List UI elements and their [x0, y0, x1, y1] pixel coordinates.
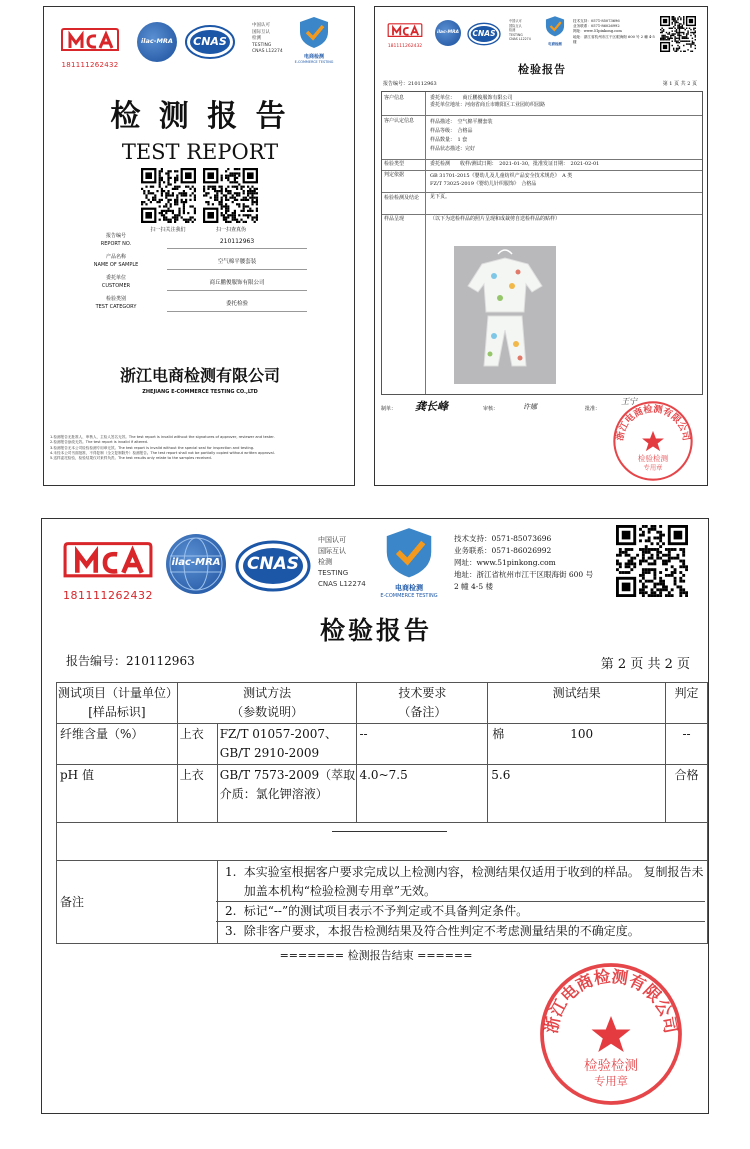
cnas-logo: CNAS [185, 24, 235, 60]
row-judgement: -- [666, 724, 708, 765]
table-row [57, 724, 708, 765]
cma-logo [60, 26, 120, 69]
cover-fields [72, 233, 342, 317]
row-part: 上衣 [177, 765, 217, 823]
contact-info: 技术支持：0571-85073696 业务联系：0571-86026992 网址：www.51pinkong.com 地址：浙江省杭州市江干区眼海街 600 号 2 幢 4-5 楼 [454, 534, 594, 591]
contact-info: 技术支持：0571-85073696 业务联系：0571-86026992 网址：www.51pinkong.com 地址：浙江省杭州市江干区眼海街 600 号 2 幢 4-5 楼 [573, 19, 655, 44]
row-item: pH 值 [57, 765, 178, 823]
seal-star [592, 1016, 631, 1052]
header-method: 测试方法 （参数说明） [177, 683, 357, 724]
row-method: FZ/T 01057-2007、GB/T 2910-2009 [217, 724, 357, 765]
seal-inner-line1: 检验检测 [637, 454, 669, 464]
cma-number: 181111262432 [61, 61, 119, 69]
notes-content: 1. 本实验室根据客户要求完成以上检测内容，检测结果仅适用于收到的样品。 复制报告未加盖本机构“检验检测专用章”无效。 2. 标记“--”的测试项目表示不予判定或不具备判定条件。 3. 除非客户要求，本报告检测结果及符合性判定不考虑测量结果的不确定度。 [217, 861, 707, 944]
cover-page [43, 6, 355, 486]
seal-inner-line2: 专用章 [594, 1075, 628, 1088]
row-requirement: 4.0~7.5 [357, 765, 488, 823]
results-header-row [57, 683, 708, 724]
qr-caption-right: 扫一扫查真伪 [215, 227, 246, 233]
ilac-logo: ilac-MRA [166, 534, 226, 594]
row-result: 5.6 [488, 765, 666, 823]
cover-company-cn: 浙江电商检测有限公司 [119, 366, 280, 385]
cnas-logo: CNAS [467, 22, 501, 46]
cover-fine-print: 1.检测报告无批准人、审核人、主检人签名无效。The test report is invalid without the signatures of approver, reviewer and tester. 2.检测报告涂改无效。The test report is invalid if altered. 3.检测报告无本公司检验检测专用章无效。The test report is invalid without the special seal for inspection and testing. 4.未经本公司书面批准，不得复制（全文复制除外）检测报告。The test report shall not be partially copied without written approval. 5.送样委托检验，检验结果仅对来样负责。The test results only relate to the samples received. [50, 435, 275, 461]
info-row-sample: 客户认定信息 样品描述： 空气棉平腰套装 样品等级： 合格品 样品数量： 1 套 样品状态描述：完好 [382, 115, 702, 160]
seal-ring-text: 浙江电商检测有限公司 [614, 403, 692, 442]
seal-inner-line2: 专用章 [643, 464, 663, 472]
qr-code-verify[interactable] [616, 525, 688, 597]
page1-title: 检验报告 [518, 63, 566, 76]
sign-label-maker: 制单： [381, 406, 397, 412]
results-table [56, 682, 708, 944]
header-judgement: 判定 [666, 683, 708, 724]
seal-inner-line1: 检验检测 [584, 1058, 638, 1074]
testing-seal [611, 399, 695, 483]
cma-logo [62, 539, 154, 605]
page2-report-no: 报告编号：210112963 [66, 654, 195, 668]
row-requirement: -- [357, 724, 488, 765]
cover-field-test-category: 检验类别 TEST CATEGORY 委托检验 [72, 296, 342, 317]
ilac-logo: ilac-MRA [137, 22, 177, 62]
row-result: 棉 100 [488, 724, 666, 765]
sample-photo [454, 246, 556, 384]
report-page-1 [374, 6, 708, 486]
cma-logo: 181111262432 [387, 22, 423, 48]
table-row [57, 765, 708, 823]
header-result: 测试结果 [488, 683, 666, 724]
signature-reviewer: 许娜 [523, 403, 537, 411]
info-row-customer: 客户信息 委托单位： 商丘鹏俊服饰有限公司 委托单位地址：河南省商丘市睢阳区工业园纺织园路 [382, 92, 702, 116]
ecommerce-testing-logo: 电商检测 E-COMMERCE TESTING [372, 525, 446, 605]
testing-seal [536, 959, 686, 1109]
report-page-2 [41, 518, 709, 1114]
header-requirement: 技术要求 （备注） [357, 683, 488, 724]
row-item: 纤维含量（%） [57, 724, 178, 765]
cert-text: 中国认可 国际互认 检测 TESTING CNAS L12274 [509, 19, 531, 41]
qr-caption-left: 扫一扫关注我们 [150, 227, 186, 233]
notes-label: 备注 [57, 861, 218, 944]
cma-number: 181111262432 [63, 589, 153, 602]
row-judgement: 合格 [666, 765, 708, 823]
cover-title-en: TEST REPORT [121, 140, 279, 164]
cover-field-report-no: 报告编号 REPORT NO. 210112963 [72, 233, 342, 254]
info-row-sample-photo: 样品呈现 （以下为送检样品的照片呈现和成裁剪自送检样品的贴样） [382, 214, 702, 394]
info-row-criteria: 判定依据 GB 31701-2015《婴幼儿及儿童纺织产品安全技术规范》 A 类 FZ/T 73025-2019《婴幼儿针织服饰》 合格品 [382, 170, 702, 193]
cert-text: 中国认可 国际互认 检测 TESTING CNAS L12274 [252, 23, 283, 54]
row-method: GB/T 7573-2009（萃取介质：氯化钾溶液） [217, 765, 357, 823]
seal-ring-text: 浙江电商检测有限公司 [541, 966, 681, 1035]
notes-row [57, 861, 708, 944]
separator-line [332, 831, 447, 832]
qr-code-follow[interactable] [141, 168, 196, 223]
page1-report-no: 报告编号：210112963 [383, 81, 437, 87]
cover-company-en: ZHEJIANG E-COMMERCE TESTING CO.,LTD [142, 389, 258, 395]
ilac-logo: ilac-MRA [435, 20, 461, 46]
cover-title-cn: 检 测 报 告 [110, 99, 290, 134]
signature-approver: 王宁 [621, 397, 637, 406]
page1-page-no: 第 1 页 共 2 页 [662, 81, 697, 87]
page2-page-no: 第 2 页 共 2 页 [600, 657, 690, 672]
qr-code-verify[interactable] [660, 16, 696, 52]
row-part: 上衣 [177, 724, 217, 765]
ecommerce-testing-logo: 电商检测 [541, 15, 569, 49]
cnas-logo: CNAS [235, 539, 311, 593]
ecommerce-testing-logo: 电商检测 E-COMMERCE TESTING [294, 15, 334, 65]
cover-field-customer: 委托单位 CUSTOMER 商丘鹏俊服饰有限公司 [72, 275, 342, 296]
page2-title: 检验报告 [319, 616, 432, 645]
sign-label-reviewer: 审核： [483, 406, 499, 412]
cert-text: 中国认可 国际互认 检测 TESTING CNAS L12274 [318, 536, 366, 588]
page1-info-table [381, 91, 703, 395]
cover-field-sample-name: 产品名称 NAME OF SAMPLE 空气棉平腰套装 [72, 254, 342, 275]
qr-code-verify[interactable] [203, 168, 258, 223]
blank-row [57, 823, 708, 861]
header-item: 测试项目（计量单位） [样品标识] [57, 683, 178, 724]
report-end-line: ======= 检测报告结束 ====== [279, 949, 473, 962]
info-row-test-type: 检验类型 委托检测 收样/测试日期： 2021-01-30，批准发证日期： 2021-02-01 [382, 159, 702, 171]
signature-maker: 龚长峰 [415, 400, 448, 413]
seal-star [642, 431, 664, 451]
info-row-conclusion: 检验检测及结论 见下页。 [382, 192, 702, 215]
sign-label-approver: 批准： [585, 406, 601, 412]
